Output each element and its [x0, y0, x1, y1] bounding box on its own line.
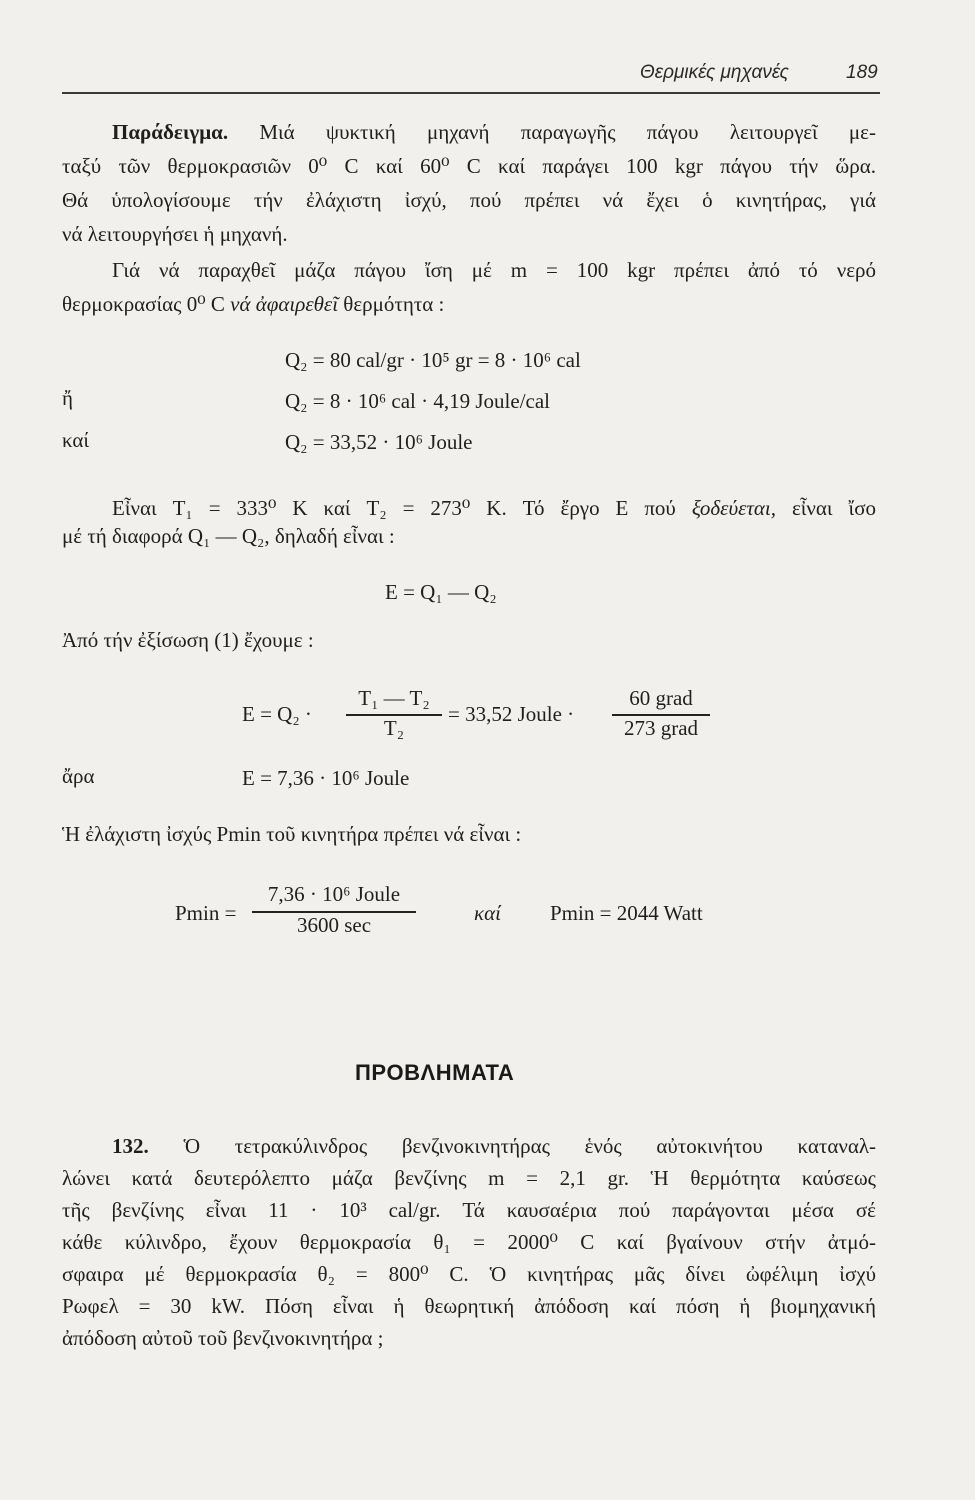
p3-text-c: εἶναι ἴσο	[791, 496, 877, 520]
example-line-1	[112, 118, 876, 147]
problem-132-line-1-text: Ὁ τετρακύλινδρος βενζινοκινητήρας ἑνός αὐτοκινήτου καταναλ-	[183, 1134, 877, 1158]
fraction-3-denominator: 3600 sec	[296, 913, 372, 937]
paragraph-5: Ἡ ἐλάχιστη ἰσχύς Pmin τοῦ κινητήρα πρέπει νά εἶναι :	[62, 822, 522, 846]
problem-132-line-4: κάθε κύλινδρο, ἔχουν θερμοκρασία θ₁ = 2000⁰ C καί βγαίνουν στήν ἀτμό-	[62, 1230, 876, 1254]
equation-5-middle: = 33,52 Joule ·	[448, 702, 575, 726]
problem-132-line-5: σφαιρα μέ θερμοκρασία θ₂ = 800⁰ C. Ὁ κινητήρας μᾶς δίνει ὠφέλιμη ἰσχύ	[62, 1262, 876, 1286]
problem-132-line-2: λώνει κατά δευτερόλεπτο μάζα βενζίνης m = 2,1 gr. Ἡ θερμότητα καύσεως	[62, 1166, 876, 1190]
and-label-2	[474, 901, 501, 926]
or-label: ἤ	[62, 386, 73, 410]
paragraph-2-line-1: Γιά νά παραχθεῖ μάζα πάγου ἴση μέ m = 100 kgr πρέπει ἀπό τό νερό	[112, 258, 876, 282]
equation-q2-cal: Q₂ = 80 cal/gr · 10⁵ gr = 8 · 10⁶ cal	[285, 348, 581, 372]
paragraph-3-line-1	[112, 494, 876, 523]
section-title: ΠΡΟΒΛΗΜΑΤΑ	[355, 1060, 515, 1085]
problem-132-line-6: Pωφελ = 30 kW. Πόση εἶναι ἡ θεωρητική ἀπόδοση καί πόση ἡ βιομηχανική	[62, 1294, 876, 1318]
fraction-2-numerator: 60 grad	[629, 686, 693, 710]
example-line-1-text: Μιά ψυκτική μηχανή παραγωγῆς πάγου λειτουργεῖ με-	[259, 120, 876, 144]
equation-pmin-left: Pmin =	[175, 901, 237, 925]
and-label: καί	[62, 428, 90, 452]
fraction-1-denominator: T₂	[383, 716, 405, 740]
equation-work-result: E = 7,36 · 10⁶ Joule	[242, 766, 410, 790]
p2-text-a: θερμοκρασίας 0⁰ C	[62, 292, 225, 316]
hence-label: ἄρα	[62, 764, 95, 788]
p3-text-a: Εἶναι T₁ = 333⁰ K καί T₂ = 273⁰ K. Τό ἔργο E πού	[112, 496, 676, 520]
p2-text-italic: νά ἀφαιρεθεῖ	[230, 292, 339, 316]
equation-q2-joule: Q₂ = 33,52 · 10⁶ Joule	[285, 430, 473, 454]
fraction-1-numerator: T₁ — T₂	[358, 686, 430, 710]
and-label-2-text: καί	[474, 901, 501, 925]
problem-number: 132.	[112, 1134, 149, 1158]
fraction-2-denominator: 273 grad	[623, 716, 699, 740]
paragraph-3-line-2: μέ τή διαφορά Q₁ — Q₂, δηλαδή εἶναι :	[62, 524, 395, 548]
example-line-4: νά λειτουργήσει ἡ μηχανή.	[62, 222, 288, 246]
example-label: Παράδειγμα.	[112, 120, 229, 144]
problem-132-line-7: ἀπόδοση αὐτοῦ τοῦ βενζινοκινητήρα ;	[62, 1326, 384, 1350]
problem-132-line-1	[112, 1132, 876, 1161]
equation-5-left: E = Q₂ ·	[242, 702, 312, 726]
p2-text-c: θερμότητα :	[343, 292, 445, 316]
equation-pmin-result: Pmin = 2044 Watt	[550, 901, 703, 925]
p3-text-italic: ξοδεύεται,	[691, 496, 776, 520]
page-number: 189	[846, 62, 878, 83]
header-rule	[62, 92, 880, 94]
running-header-title: Θερμικές μηχανές	[640, 62, 789, 83]
example-line-3: Θά ὑπολογίσουμε τήν ἐλάχιστη ἰσχύ, πού πρέπει νά ἔχει ὁ κινητήρας, γιά	[62, 188, 876, 212]
problem-132-line-3: τῆς βενζίνης εἶναι 11 · 10³ cal/gr. Τά καυσαέρια πού παράγονται μέσα σέ	[62, 1198, 876, 1222]
paragraph-2-line-2	[62, 290, 444, 319]
fraction-3-numerator: 7,36 · 10⁶ Joule	[267, 882, 401, 906]
equation-q2-joule-conversion: Q₂ = 8 · 10⁶ cal · 4,19 Joule/cal	[285, 389, 551, 413]
example-line-2: ταξύ τῶν θερμοκρασιῶν 0⁰ C καί 60⁰ C καί παράγει 100 kgr πάγου τήν ὥρα.	[62, 154, 876, 178]
equation-work: E = Q₁ — Q₂	[385, 580, 497, 604]
paragraph-4: Ἀπό τήν ἐξίσωση (1) ἔχουμε :	[62, 628, 314, 652]
